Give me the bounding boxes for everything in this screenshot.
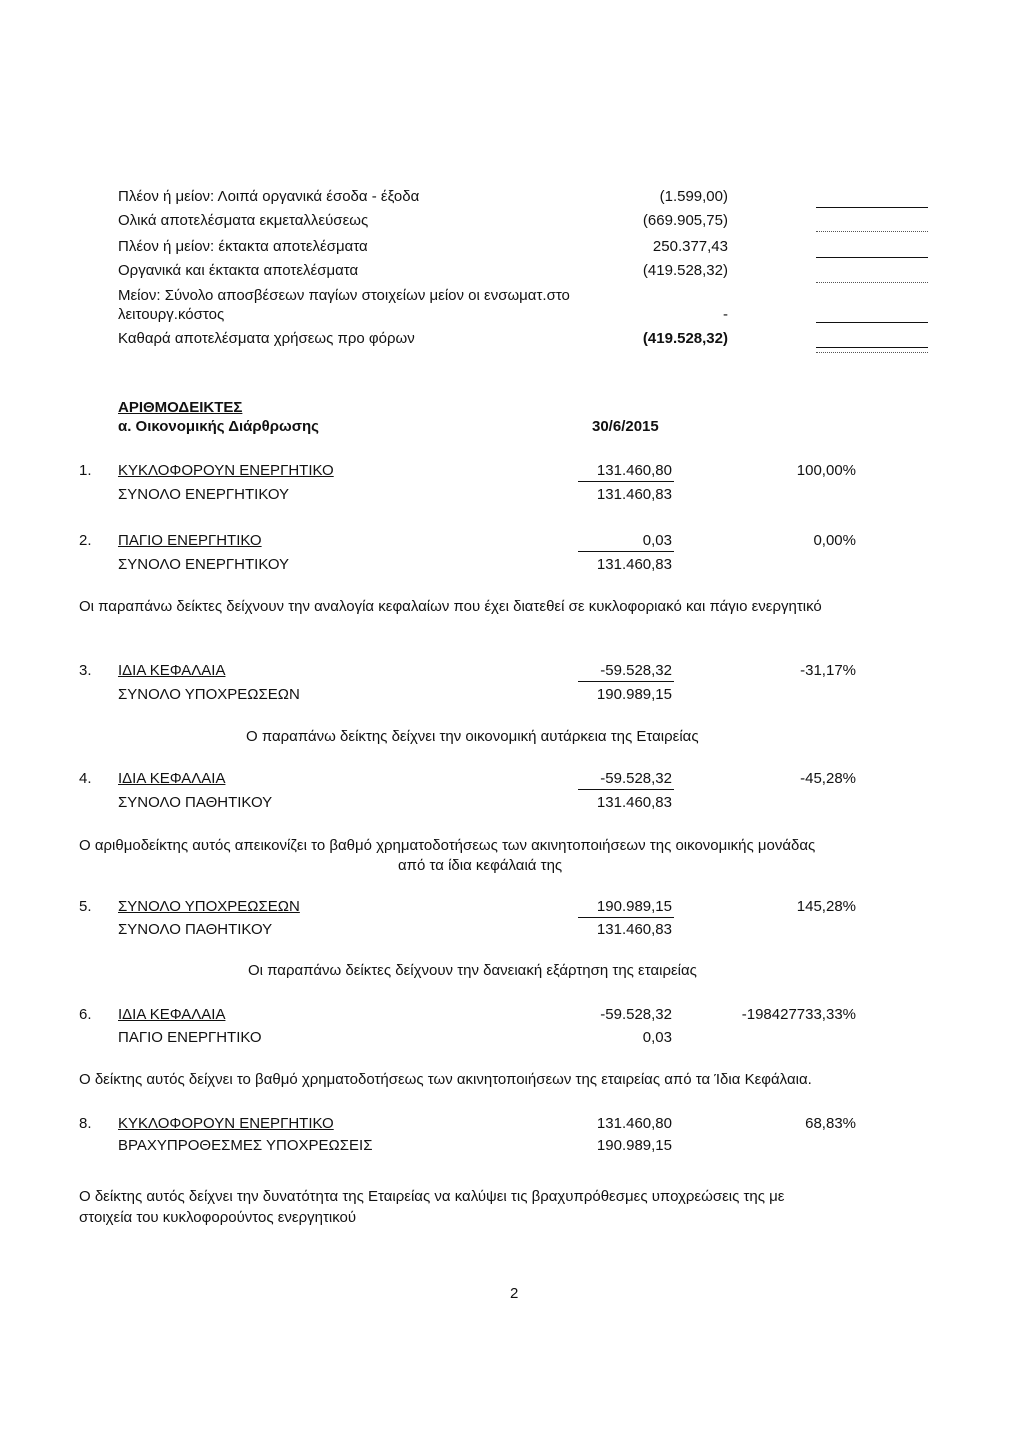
date-header: 30/6/2015 — [592, 418, 659, 435]
indices-subheading: α. Οικονομικής Διάρθρωσης — [118, 418, 319, 435]
result-label: Μείον: Σύνολο αποσβέσεων παγίων στοιχείων μείον οι ενσωματ.στο — [118, 287, 570, 304]
ratio-note: Οι παραπάνω δείκτες δείχνουν την δανειακή εξάρτηση της εταιρείας — [248, 962, 697, 979]
ratio-numerator-label: ΠΑΓΙΟ ΕΝΕΡΓΗΤΙΚΟ — [118, 532, 262, 549]
fraction-line — [578, 917, 674, 918]
ratio-denominator-value: 131.460,83 — [596, 794, 672, 811]
ratio-percent: -31,17% — [800, 662, 856, 679]
ratio-numerator-label: ΚΥΚΛΟΦΟΡΟΥΝ ΕΝΕΡΓΗΤΙΚΟ — [118, 462, 334, 479]
ratio-percent: -45,28% — [800, 770, 856, 787]
ratio-note: Ο δείκτης αυτός δείχνει την δυνατότητα της Εταιρείας να καλύψει τις βραχυπρόθεσμες υποχρεώσεις της με — [79, 1188, 785, 1205]
ratio-percent: 100,00% — [796, 462, 856, 479]
ratio-numerator-value: -59.528,32 — [600, 662, 672, 679]
ratio-denominator-label: ΣΥΝΟΛΟ ΕΝΕΡΓΗΤΙΚΟΥ — [118, 556, 290, 573]
ratio-numerator-value: -59.528,32 — [600, 1006, 672, 1023]
result-value: (419.528,32) — [642, 262, 728, 279]
underline — [816, 231, 928, 232]
result-value: - — [723, 306, 728, 323]
ratio-denominator-label: ΒΡΑΧΥΠΡΟΘΕΣΜΕΣ ΥΠΟΧΡΕΩΣΕΙΣ — [118, 1137, 373, 1154]
ratio-denominator-value: 131.460,83 — [596, 921, 672, 938]
ratio-percent: 0,00% — [813, 532, 856, 549]
ratio-note: στοιχεία του κυκλοφορούντος ενεργητικού — [79, 1209, 357, 1226]
ratio-note: από τα ίδια κεφάλαιά της — [398, 857, 563, 874]
ratio-percent: -198427733,33% — [741, 1006, 856, 1023]
ratio-note: Οι παραπάνω δείκτες δείχνουν την αναλογία κεφαλαίων που έχει διατεθεί σε κυκλοφοριακό και πάγιο ενεργητικό — [79, 598, 822, 615]
ratio-numerator-value: 0,03 — [642, 532, 672, 549]
result-label: Οργανικά και έκτακτα αποτελέσματα — [118, 262, 359, 279]
ratio-denominator-label: ΠΑΓΙΟ ΕΝΕΡΓΗΤΙΚΟ — [118, 1029, 262, 1046]
fraction-line — [578, 551, 674, 552]
result-label: Καθαρά αποτελέσματα χρήσεως προ φόρων — [118, 330, 415, 347]
fraction-line — [578, 789, 674, 790]
underline — [816, 207, 928, 208]
result-label: Ολικά αποτελέσματα εκμεταλλεύσεως — [118, 212, 369, 229]
ratio-note: Ο αριθμοδείκτης αυτός απεικονίζει το βαθμό χρηματοδοτήσεως των ακινητοποιήσεων της οικονομικής μονάδας — [79, 837, 816, 854]
ratio-numerator-label: ΙΔΙΑ ΚΕΦΑΛΑΙΑ — [118, 1006, 226, 1023]
ratio-number: 3. — [79, 662, 92, 679]
ratio-numerator-label: ΣΥΝΟΛΟ ΥΠΟΧΡΕΩΣΕΩΝ — [118, 898, 300, 915]
ratio-percent: 145,28% — [796, 898, 856, 915]
ratio-note: Ο δείκτης αυτός δείχνει το βαθμό χρηματοδοτήσεως των ακινητοποιήσεων της εταιρείας από τα Ίδια Κεφάλαια. — [79, 1071, 812, 1088]
ratio-note: Ο παραπάνω δείκτης δείχνει την οικονομική αυτάρκεια της Εταιρείας — [246, 728, 699, 745]
underline — [816, 347, 928, 348]
ratio-numerator-value: 190.989,15 — [596, 898, 672, 915]
ratio-denominator-value: 0,03 — [642, 1029, 672, 1046]
ratio-denominator-label: ΣΥΝΟΛΟ ΠΑΘΗΤΙΚΟΥ — [118, 921, 273, 938]
underline — [816, 257, 928, 258]
underline — [816, 352, 928, 353]
result-value: (669.905,75) — [642, 212, 728, 229]
ratio-numerator-value: 131.460,80 — [596, 462, 672, 479]
result-value: 250.377,43 — [652, 238, 728, 255]
ratio-percent: 68,83% — [805, 1115, 856, 1132]
indices-heading: ΑΡΙΘΜΟΔΕΙΚΤΕΣ — [118, 399, 243, 416]
ratio-denominator-label: ΣΥΝΟΛΟ ΥΠΟΧΡΕΩΣΕΩΝ — [118, 686, 300, 703]
ratio-numerator-label: ΙΔΙΑ ΚΕΦΑΛΑΙΑ — [118, 662, 226, 679]
ratio-numerator-value: 131.460,80 — [596, 1115, 672, 1132]
ratio-number: 8. — [79, 1115, 92, 1132]
ratio-denominator-label: ΣΥΝΟΛΟ ΕΝΕΡΓΗΤΙΚΟΥ — [118, 486, 290, 503]
fraction-line — [578, 681, 674, 682]
ratio-denominator-value: 190.989,15 — [596, 1137, 672, 1154]
result-label: λειτουργ.κόστος — [118, 306, 225, 323]
result-value: (419.528,32) — [642, 330, 728, 347]
fraction-line — [578, 481, 674, 482]
ratio-number: 6. — [79, 1006, 92, 1023]
ratio-denominator-value: 131.460,83 — [596, 556, 672, 573]
ratio-number: 5. — [79, 898, 92, 915]
ratio-number: 4. — [79, 770, 92, 787]
ratio-number: 1. — [79, 462, 92, 479]
ratio-number: 2. — [79, 532, 92, 549]
ratio-numerator-value: -59.528,32 — [600, 770, 672, 787]
result-value: (1.599,00) — [659, 188, 728, 205]
ratio-numerator-label: ΙΔΙΑ ΚΕΦΑΛΑΙΑ — [118, 770, 226, 787]
ratio-denominator-label: ΣΥΝΟΛΟ ΠΑΘΗΤΙΚΟΥ — [118, 794, 273, 811]
result-label: Πλέον ή μείον: Λοιπά οργανικά έσοδα - έξοδα — [118, 188, 420, 205]
page-number: 2 — [510, 1285, 519, 1302]
underline — [816, 282, 928, 283]
result-label: Πλέον ή μείον: έκτακτα αποτελέσματα — [118, 238, 368, 255]
underline — [816, 322, 928, 323]
ratio-numerator-label: ΚΥΚΛΟΦΟΡΟΥΝ ΕΝΕΡΓΗΤΙΚΟ — [118, 1115, 334, 1132]
ratio-denominator-value: 190.989,15 — [596, 686, 672, 703]
ratio-denominator-value: 131.460,83 — [596, 486, 672, 503]
